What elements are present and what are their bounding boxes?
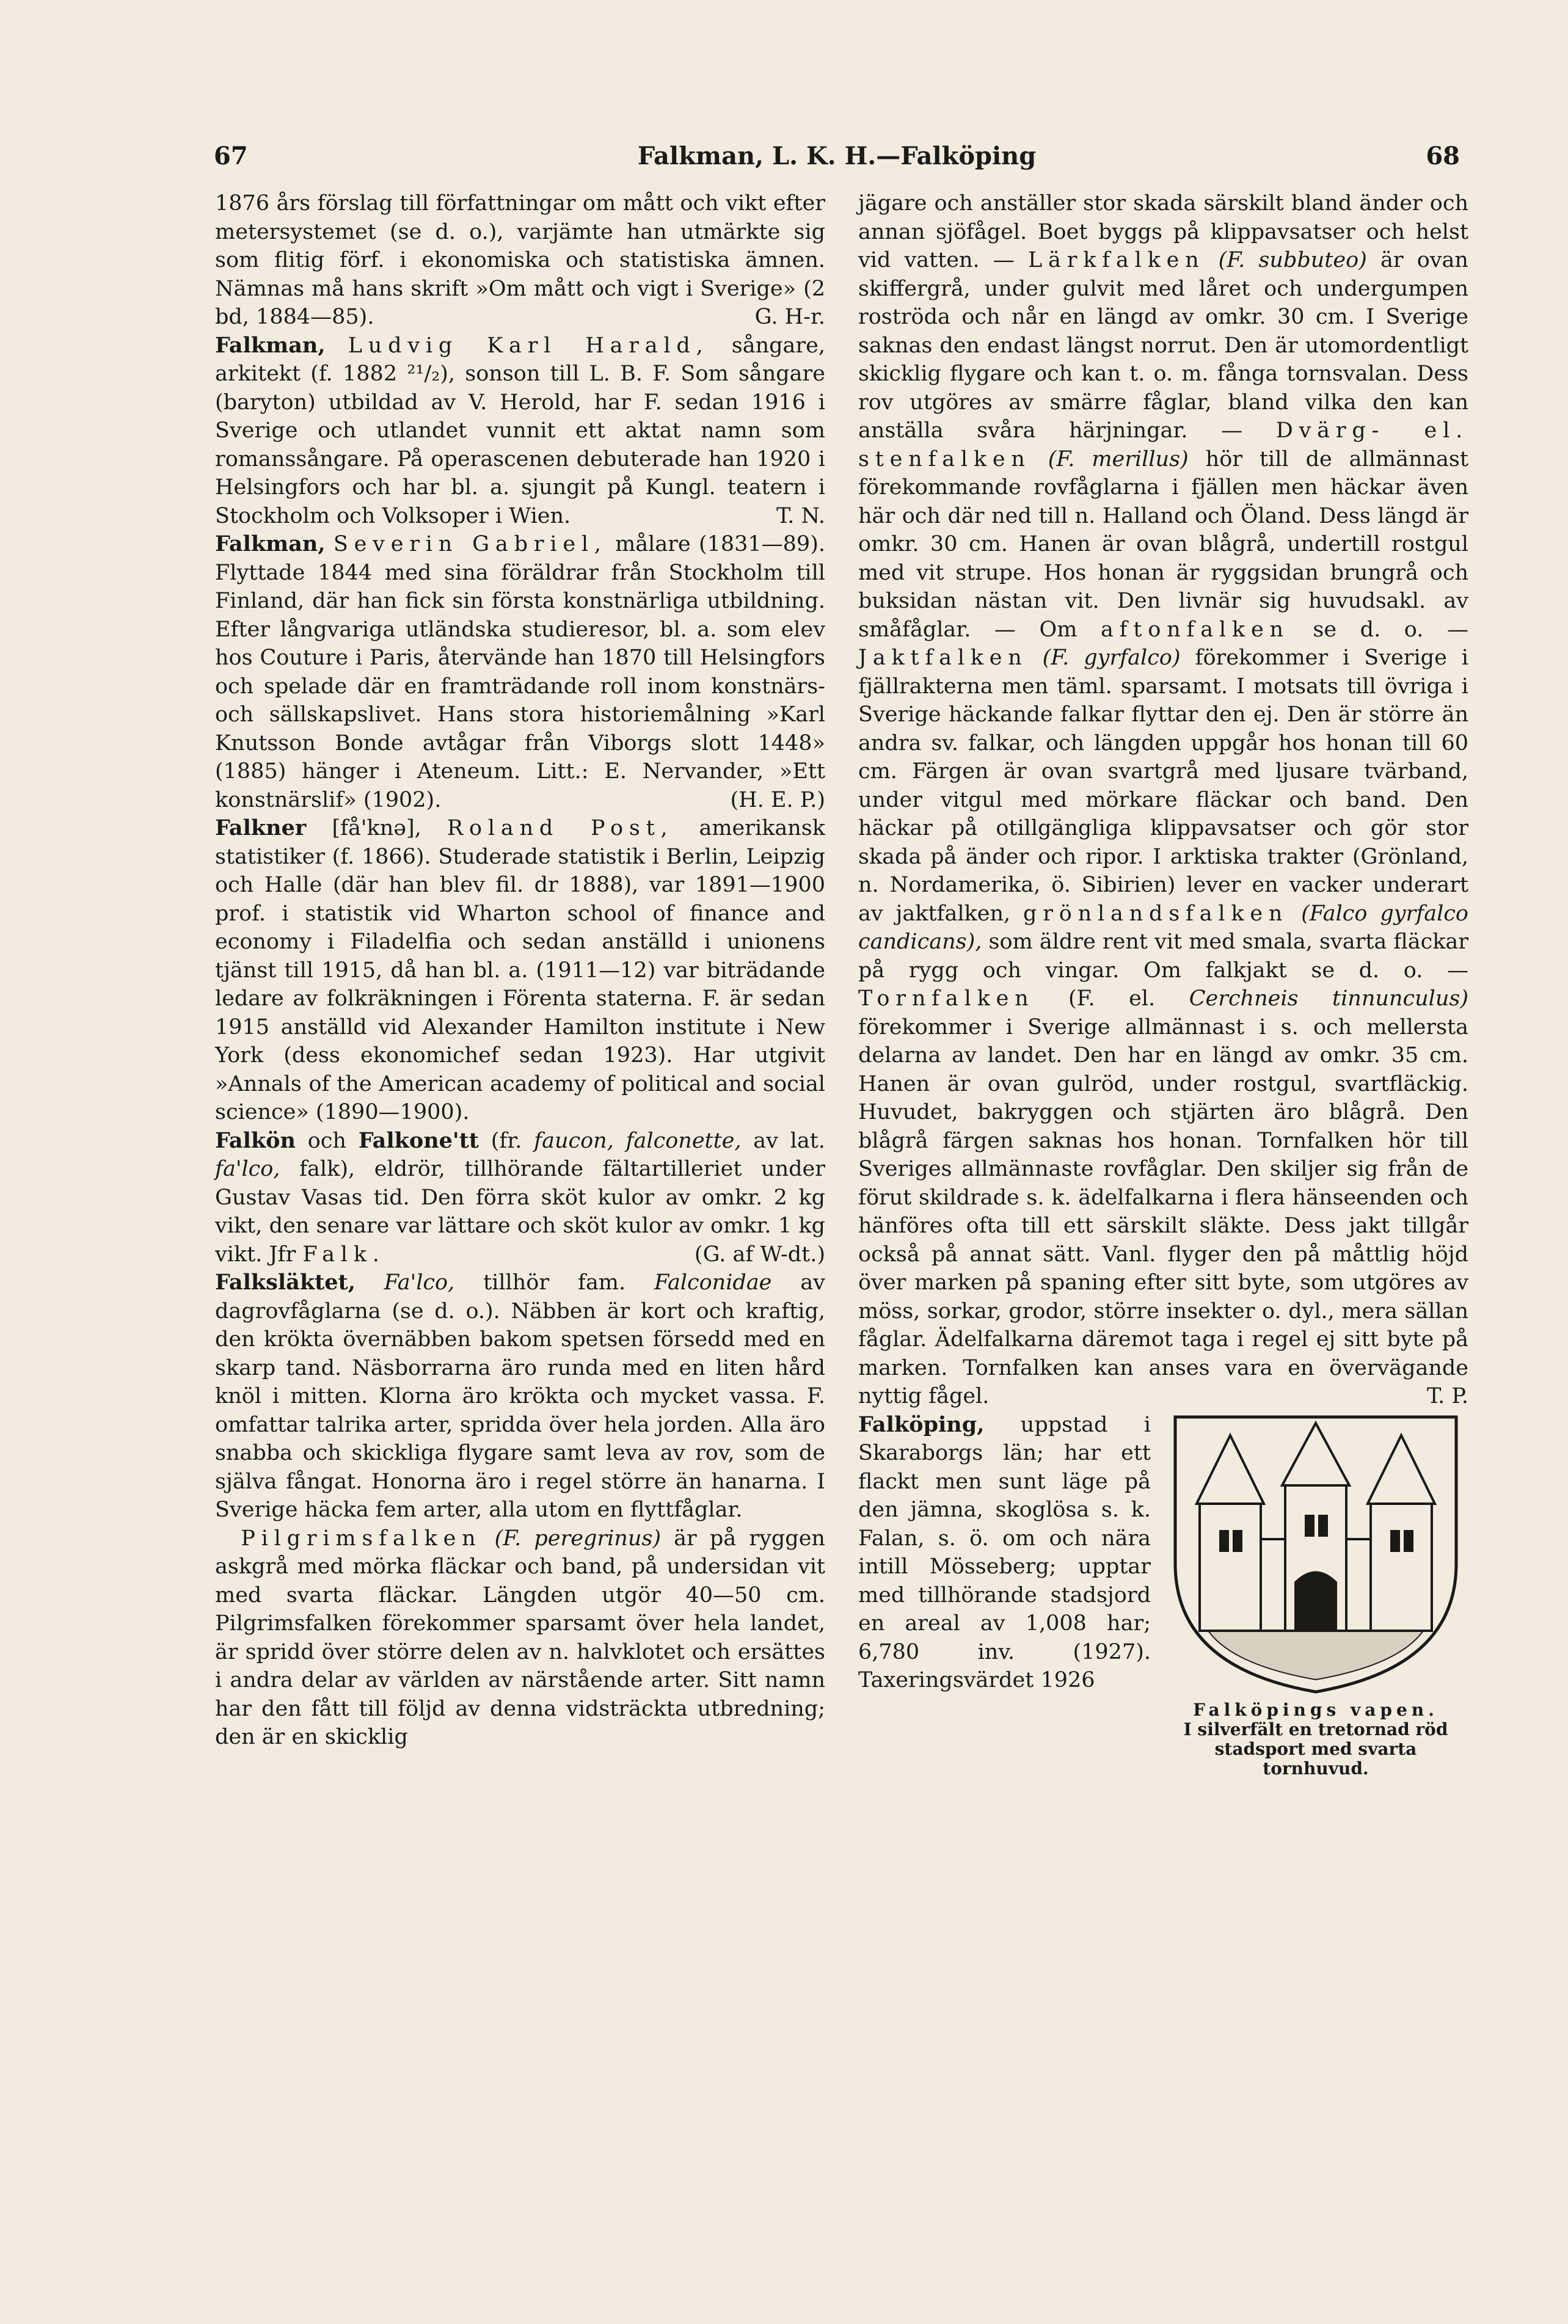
entry-falkman-ludvig — [215, 332, 825, 531]
falkoping-coat-of-arms-icon — [1163, 1411, 1468, 1698]
entry-name: Roland Post, — [447, 816, 674, 840]
figure-caption — [1163, 1700, 1468, 1779]
species-name: grönlandsfalken — [1023, 901, 1289, 926]
italic-term: (F. gyrfalco) — [1042, 646, 1181, 670]
pronunciation: [få'knə], — [332, 816, 421, 840]
entry-text: är på ryggen askgrå med mörka fläckar och band, på undersidan vit med svarta fläckar. Längden utgör 40—50 cm. Pilgrimsfalken förekommer sparsamt över hela landet, är spridd över större delen av n. halvklotet och ersättes i andra delar av världen av närstående arter. Sitt namn har den fått till följd av denna vidsträckta utbredning; den är en skicklig — [215, 1526, 825, 1749]
italic-term: (F. peregrinus) — [494, 1526, 661, 1551]
species-name: Tornfalken — [858, 986, 1035, 1011]
entry-text: 1876 års förslag till författningar om mått och vikt efter metersystemet (se d. o.), varjämte han utmärkte sig som flitig förf. i ekonomiska och statistiska ämnen. Nämnas må hans skrift »Om mått och vigt i Sverige» (2 bd, 1884—85). — [215, 191, 825, 329]
left-column — [215, 189, 825, 1752]
author-signature: (H. E. P.) — [730, 787, 825, 812]
author-signature: G. H-r. — [754, 305, 825, 329]
italic-term: Cerchneis tinnunculus) — [1189, 986, 1468, 1011]
entry-text: uppstad i Skaraborgs län; har ett flackt men sunt läge på den jämna, skoglösa s. k. Falan, s. ö. om och nära intill Mösseberg; upptar med tillhörande stadsjord en areal av 1,008 har; 6,780 inv. (1927). Taxeringsvärdet 1926 — [858, 1412, 1151, 1692]
entry-headword: Falköping, — [858, 1412, 985, 1437]
caption-text: I silverfält en tretornad röd stadsport med svarta tornhuvud. — [1183, 1719, 1448, 1779]
right-column — [858, 189, 1468, 1782]
entry-text: (fr. — [490, 1128, 522, 1153]
italic-term: (Falco gyrfalco candicans), — [858, 901, 1468, 954]
entry-text: förekommer i Sverige allmännast i s. och mellersta delarna av landet. Den har en längd av omkr. 35 cm. Hanen är ovan gulröd, under rostgul, svartfläckig. Huvudet, bakryggen och stjärten äro blågrå. Den blågrå färgen saknas hos honan. Tornfalken hör till Sveriges allmännaste rovfåglar. Den skiljer sig från de förut skildrade s. k. ädelfalkarna i flera hänseenden och hänföres ofta till ett särskilt släkte. Dess jakt tillgår också på annat sätt. Vanl. flyger den på måttlig höjd över marken på spaning efter sitt byte, som utgöres av möss, sorkar, grodor, större insekter o. dyl., mera sällan fåglar. Ädelfalkarna däremot taga i regel ej sitt byte på marken. Tornfalken kan anses vara en övervägande nyttig fågel. — [858, 1014, 1468, 1408]
running-header — [214, 142, 1460, 184]
entry-falkon — [215, 1127, 825, 1269]
species-name: Dvärg- el. stenfalken — [858, 418, 1468, 472]
entry-text: sångare, arkitekt (f. 1882 ²¹/₂), sonson till L. B. F. Som sångare (baryton) utbildad av V. Herold, har F. sedan 1916 i Sverige och utlandet vunnit ett aktat namn som romanssångare. På operascenen debuterade han 1920 i Helsingfors och har bl. a. sjungit på Kungl. teatern i Stockholm och Volksoper i Wien. — [215, 333, 825, 528]
italic-term: Fa'lco, — [384, 1270, 455, 1295]
left-page-number: 67 — [214, 142, 248, 170]
entry-text: amerikansk statistiker (f. 1866). Studerade statistik i Berlin, Leipzig och Halle (där han blev fil. dr 1888), var 1891—1900 prof. i statistik vid Wharton school of finance and economy i Filadelfia och sedan anställd i unionens tjänst till 1915, då han bl. a. (1911—12) var biträdande ledare av folkräkningen i Förenta staterna. F. är sedan 1915 anställd vid Alexander Hamilton institute i New York (dess ekonomichef sedan 1923). Har utgivit »Annals of the American academy of political and social science» (1890—1900). — [215, 816, 825, 1124]
cross-reference: Falk. — [302, 1242, 385, 1267]
entry-falkman-severin — [215, 530, 825, 814]
entry-headword: Falksläktet, — [215, 1270, 356, 1295]
italic-term: fa'lco, — [215, 1157, 280, 1181]
entry-headword: Falkner — [215, 815, 307, 840]
entry-continuation — [858, 189, 1468, 1411]
entry-name: Ludvig Karl Harald, — [348, 333, 709, 358]
entry-headword: Falkman, — [215, 531, 326, 556]
entry-text: hör till de allmännast förekommande rovfåglarna i fjällen men häckar även här och där ned till n. Halland och Öland. Dess längd är omkr. 30 cm. Hanen är ovan blågrå, undertill rostgul med vit strupe. Hos honan är ryggsidan brungrå och buksidan nästan vit. Den livnär sig huvudsakl. av småfåglar. — Om — [858, 446, 1468, 642]
entry-text: målare (1831—89). Flyttade 1844 med sina föräldrar från Stockholm till Finland, där han fick sin första konstnärliga utbildning. Efter långvariga utländska studieresor, bl. a. som elev hos Couture i Paris, återvände han 1870 till Helsingfors och spelade där en framträdande roll inom konstnärs- och sällskapslivet. Hans stora historiemålning »Karl Knutsson Bonde avtågar från Viborgs slott 1448» (1885) hänger i Ateneum. Litt.: E. Nervander, »Ett konstnärslif» (1902). — [215, 532, 825, 812]
right-page-number: 68 — [1426, 142, 1460, 170]
italic-term: Falconidae — [654, 1270, 772, 1295]
species-name: Jaktfalken — [858, 646, 1028, 670]
entry-falkslaktet — [215, 1269, 825, 1524]
author-signature: T. P. — [1426, 1384, 1468, 1408]
running-title: Falkman, L. K. H.—Falköping — [637, 142, 1037, 170]
entry-text: se d. o. — — [1313, 617, 1468, 642]
entry-name: Severin Gabriel, — [333, 532, 607, 556]
entry-headword: Falkön — [215, 1127, 296, 1153]
italic-term: (F. subbuteo) — [1218, 248, 1367, 272]
entry-text: av dagrovfåglarna (se d. o.). Näbben är kort och kraftig, den krökta övernäbben bakom spetsen försedd med en skarp tand. Näsborrarna äro runda med en liten hård knöl i mitten. Klorna äro krökta och mycket vassa. F. omfattar talrika arter, spridda över hela jorden. Alla äro snabba och skickliga flygare samt leva av rov, som de själva fångat. Honorna äro i regel större än hanarna. I Sverige häcka fem arter, alla utom en flyttfåglar. — [215, 1270, 825, 1522]
entry-continuation — [215, 189, 825, 332]
author-signature: T. N. — [776, 503, 825, 528]
entry-text: av lat. — [753, 1128, 825, 1153]
entry-text: falk), eldrör, tillhörande fältartilleriet under Gustav Vasas tid. Den förra sköt kulor av omkr. 2 kg vikt, den senare var lättare och sköt kulor av omkr. 1 kg vikt. Jfr — [215, 1157, 825, 1267]
italic-term: faucon, falconette, — [534, 1128, 742, 1153]
subentry-pilgrimsfalken — [215, 1524, 825, 1752]
species-name: Lärkfalken — [1027, 248, 1205, 272]
author-signature: (G. af W-dt.) — [694, 1242, 825, 1267]
caption-title: Falköpings vapen. — [1193, 1699, 1439, 1720]
italic-term: (F. merillus) — [1048, 446, 1189, 472]
entry-text: förekommer i Sverige i fjällrakterna men täml. sparsamt. I motsats till övriga i Sverige häckande falkar flyttar den ej. Den är större än andra sv. falkar, och längden uppgår hos honan till 60 cm. Färgen är ovan svartgrå med ljusare tvärband, under vitgul med mörkare fläckar och band. Den häckar på otillgängliga klippavsatser och gör stor skada på änder och ripor. I arktiska trakter (Grönland, n. Nordamerika, ö. Sibirien) lever en vacker underart av jaktfalken, — [858, 646, 1468, 926]
entry-headword: Falkone'tt — [358, 1127, 479, 1153]
coat-of-arms-figure — [1163, 1411, 1468, 1779]
entry-text: (F. el. — [1068, 986, 1156, 1011]
entry-falkner — [215, 814, 825, 1127]
entry-text: och — [307, 1128, 346, 1153]
cross-reference: aftonfalken — [1101, 617, 1289, 642]
species-name: Pilgrimsfalken — [241, 1526, 482, 1551]
entry-headword: Falkman, — [215, 332, 326, 358]
entry-text: är ovan skiffergrå, under gulvit med låret och undergumpen roströda och når en längd av omkr. 30 cm. I Sverige saknas den endast längst norrut. Den är utomordentligt skicklig flygare och kan t. o. m. fånga tornsvalan. Dess rov utgöres av smärre fåglar, bland vilka den kan anställa svåra härjningar. — — [858, 248, 1468, 443]
entry-text: som äldre rent vit med smala, svarta fläckar på rygg och vingar. Om falkjakt se d. o. — — [858, 930, 1468, 983]
entry-text: tillhör fam. — [483, 1270, 626, 1295]
entry-text: jägare och anställer stor skada särskilt bland änder och annan sjöfågel. Boet byggs på klippavsatser och helst vid vatten. — — [858, 191, 1468, 272]
